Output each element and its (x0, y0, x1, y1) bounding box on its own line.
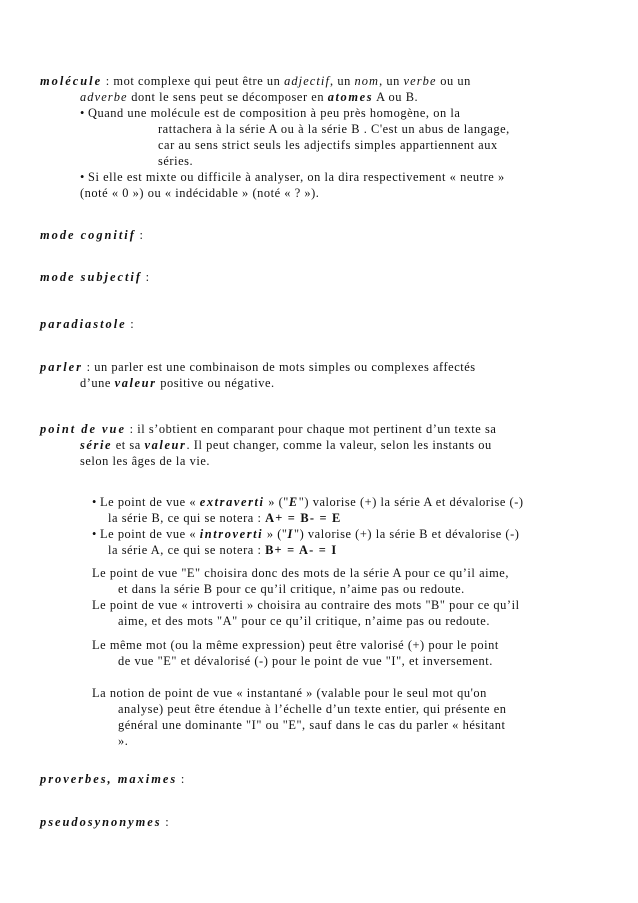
term-point-de-vue: point de vue (40, 422, 126, 436)
text: Quand une molécule est de composition à peu près homogène, on la (88, 106, 461, 120)
text: : (126, 317, 135, 331)
entry-mode-cognitif (40, 227, 144, 243)
entry-point-de-vue-line-2 (80, 437, 492, 453)
pdv-paragraph-3-line-1: La notion de point de vue « instantané » (valable pour le seul mot qu'on (92, 686, 487, 700)
term-E: E (288, 495, 299, 509)
text: A ou B. (373, 90, 419, 104)
text: d’une (80, 376, 115, 390)
term-molecule: molécule (40, 74, 103, 88)
text: : il s’obtient en comparant pour chaque mot pertinent d’un texte sa (125, 422, 497, 436)
term-serie: série (80, 438, 113, 452)
pdv-bullet-2-line-1 (92, 526, 519, 542)
text: dont le sens peut se décomposer en (127, 90, 328, 104)
text: ") valorise (+) la série A et dévalorise (-) (298, 495, 524, 509)
term-parler: parler (40, 360, 83, 374)
pdv-paragraph-1-line-4: aime, et des mots "A" pour ce qu’il critique, n’aime pas ou redoute. (118, 614, 490, 628)
molecule-bullet-2-line-1 (80, 169, 505, 185)
entry-molecule-line-2 (80, 89, 418, 105)
entry-point-de-vue-line-1 (40, 421, 496, 437)
formula-extraverti: A+ = B- = E (265, 511, 342, 525)
term-extraverti: extraverti (199, 495, 265, 509)
entry-molecule-line-1 (40, 73, 471, 89)
text: : un parler est une combinaison de mots simples ou complexes affectés (82, 360, 476, 374)
italic-verbe: verbe (403, 74, 437, 88)
pdv-paragraph-2-line-1: Le même mot (ou la même expression) peut être valorisé (+) pour le point (92, 638, 499, 652)
entry-parler-line-2 (80, 375, 275, 391)
term-proverbes: proverbes, maximes (40, 772, 178, 786)
term-atomes: atomes (327, 90, 374, 104)
text: : (135, 228, 144, 242)
text: : (142, 270, 150, 284)
bullet-icon: • (80, 170, 85, 184)
entry-pseudosynonymes (40, 814, 169, 830)
term-valeur: valeur (114, 376, 157, 390)
text: Le point de vue « (100, 527, 200, 541)
text: Le point de vue « (100, 495, 200, 509)
text: ") valorise (+) la série B et dévalorise (-) (293, 527, 520, 541)
italic-adverbe: adverbe (80, 90, 128, 104)
text: ou un (436, 74, 471, 88)
term-introverti: introverti (199, 527, 264, 541)
pdv-paragraph-3-line-2: analyse) peut être étendue à l’échelle d’un texte entier, qui présente en (118, 702, 507, 716)
text: positive ou négative. (156, 376, 275, 390)
term-mode-subjectif: mode subjectif (40, 270, 142, 284)
bullet-icon: • (92, 495, 97, 509)
text: la série B, ce qui se notera : (108, 511, 266, 525)
entry-proverbes (40, 771, 185, 787)
entry-point-de-vue-line-3: selon les âges de la vie. (80, 454, 211, 468)
entry-mode-subjectif (40, 269, 150, 285)
term-paradiastole: paradiastole (40, 317, 127, 331)
pdv-bullet-1-line-2 (108, 510, 341, 526)
italic-nom: nom (354, 74, 380, 88)
molecule-bullet-1-line-2: rattachera à la série A ou à la série B . C'est un abus de langage, (158, 122, 510, 136)
term-I: I (287, 527, 294, 541)
term-pseudosynonymes: pseudosynonymes (40, 815, 162, 829)
pdv-paragraph-2-line-2: de vue "E" et dévalorisé (-) pour le point de vue "I", et inversement. (118, 654, 493, 668)
text: » (" (263, 527, 288, 541)
italic-adjectif: adjectif (284, 74, 331, 88)
entry-parler-line-1 (40, 359, 476, 375)
pdv-paragraph-1-line-2: et dans la série B pour ce qu’il critique, n’aime pas ou redoute. (118, 582, 465, 596)
text: , un (379, 74, 404, 88)
pdv-bullet-1-line-1 (92, 494, 524, 510)
term-valeur: valeur (144, 438, 187, 452)
text: . Il peut changer, comme la valeur, selon les instants ou (186, 438, 492, 452)
bullet-icon: • (92, 527, 97, 541)
text: , un (330, 74, 355, 88)
molecule-bullet-1-line-4: séries. (158, 154, 194, 168)
text: : mot complexe qui peut être un (102, 74, 285, 88)
text: : (161, 815, 170, 829)
pdv-paragraph-3-line-4: ». (118, 734, 129, 748)
text: et sa (112, 438, 145, 452)
pdv-paragraph-1-line-3: Le point de vue « introverti » choisira au contraire des mots "B" pour ce qu’il (92, 598, 520, 612)
text: » (" (264, 495, 289, 509)
bullet-icon: • (80, 106, 85, 120)
pdv-paragraph-1-line-1: Le point de vue "E" choisira donc des mots de la série A pour ce qu’il aime, (92, 566, 509, 580)
pdv-bullet-2-line-2 (108, 542, 337, 558)
text: : (177, 772, 185, 786)
text: Si elle est mixte ou difficile à analyser, on la dira respectivement « neutre » (88, 170, 505, 184)
entry-paradiastole (40, 316, 134, 332)
term-mode-cognitif: mode cognitif (40, 228, 136, 242)
molecule-bullet-2-line-2: (noté « 0 ») ou « indécidable » (noté « ? »). (80, 186, 320, 200)
molecule-bullet-1-line-1 (80, 105, 460, 121)
text: la série A, ce qui se notera : (108, 543, 266, 557)
formula-introverti: B+ = A- = I (265, 543, 338, 557)
pdv-paragraph-3-line-3: général une dominante "I" ou "E", sauf dans le cas du parler « hésitant (118, 718, 506, 732)
molecule-bullet-1-line-3: car au sens strict seuls les adjectifs simples appartiennent aux (158, 138, 498, 152)
